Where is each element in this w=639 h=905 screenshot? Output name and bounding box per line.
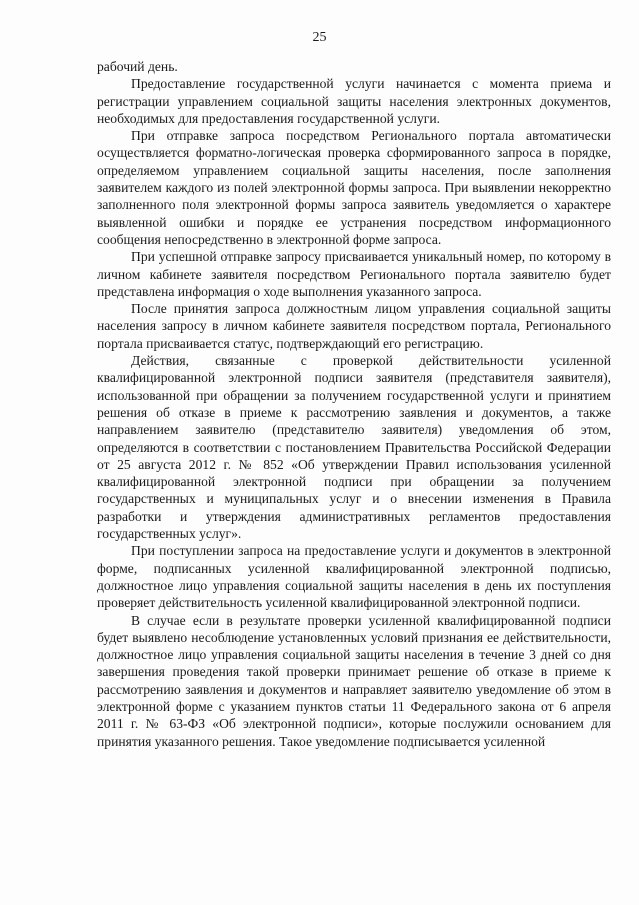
paragraph-signature-verification-rules: Действия, связанные с проверкой действительности усиленной квалифицированной электронной подписи заявителя (представителя заявителя), использованной при обращении за получением государственной услуги и принятием решения об отказе в приеме к рассмотрению заявления и документов, а также направлением заявителю (представителю заявителя) уведомления об этом, определяются в соответствии с постановлением Правительства Российской Федерации от 25 августа 2012 г. № 852 «Об утверждении Правил использования усиленной квалифицированной электронной подписи при обращении за получением государственных и муниципальных услуг и о внесении изменения в Правила разработки и утверждения административных регламентов предоставления государственных услуг». [97, 353, 611, 542]
paragraph-service-start: Предоставление государственной услуги начинается с момента приема и регистрации управлением социальной защиты населения электронных документов, необходимых для предоставления государственной услуги. [97, 76, 611, 126]
paragraph-registration-status: После принятия запроса должностным лицом управления социальной защиты населения запросу в личном кабинете заявителя посредством портала, Регионального портала присваивается статус, подтверждающий его регистрацию. [97, 301, 611, 351]
paragraph-continuation: рабочий день. [97, 59, 178, 74]
paragraph-unique-number: При успешной отправке запросу присваивается уникальный номер, по которому в личном кабинете заявителя посредством Регионального портала заявителю будет представлена информация о ходе выполнения указанного запроса. [97, 249, 611, 299]
paragraph-format-check: При отправке запроса посредством Регионального портала автоматически осуществляется форматно-логическая проверка сформированного запроса в порядке, определяемом управлением социальной защиты населения, после заполнения заявителем каждого из полей электронной формы запроса. При выявлении некорректно заполненного поля электронной формы запроса заявитель уведомляется о характере выявленной ошибки и порядке ее устранения посредством информационного сообщения непосредственно в электронной форме запроса. [97, 128, 611, 247]
paragraph-signature-check: При поступлении запроса на предоставление услуги и документов в электронной форме, подписанных усиленной квалифицированной электронной подписью, должностное лицо управления социальной защиты населения в день их поступления проверяет действительность усиленной квалифицированной электронной подписи. [97, 543, 611, 611]
page-number: 25 [312, 30, 327, 45]
paragraph-refusal-notice: В случае если в результате проверки усиленной квалифицированной подписи будет выявлено несоблюдение установленных условий признания ее действительности, должностное лицо управления социальной защиты населения в течение 3 дней со дня завершения проведения такой проверки принимает решение об отказе в приеме к рассмотрению заявления и документов и направляет заявителю уведомление об этом в электронной форме с указанием пунктов статьи 11 Федерального закона от 6 апреля 2011 г. № 63-ФЗ «Об электронной подписи», которые послужили основанием для принятия указанного решения. Такое уведомление подписывается усиленной [97, 612, 611, 749]
document-body [97, 58, 611, 750]
